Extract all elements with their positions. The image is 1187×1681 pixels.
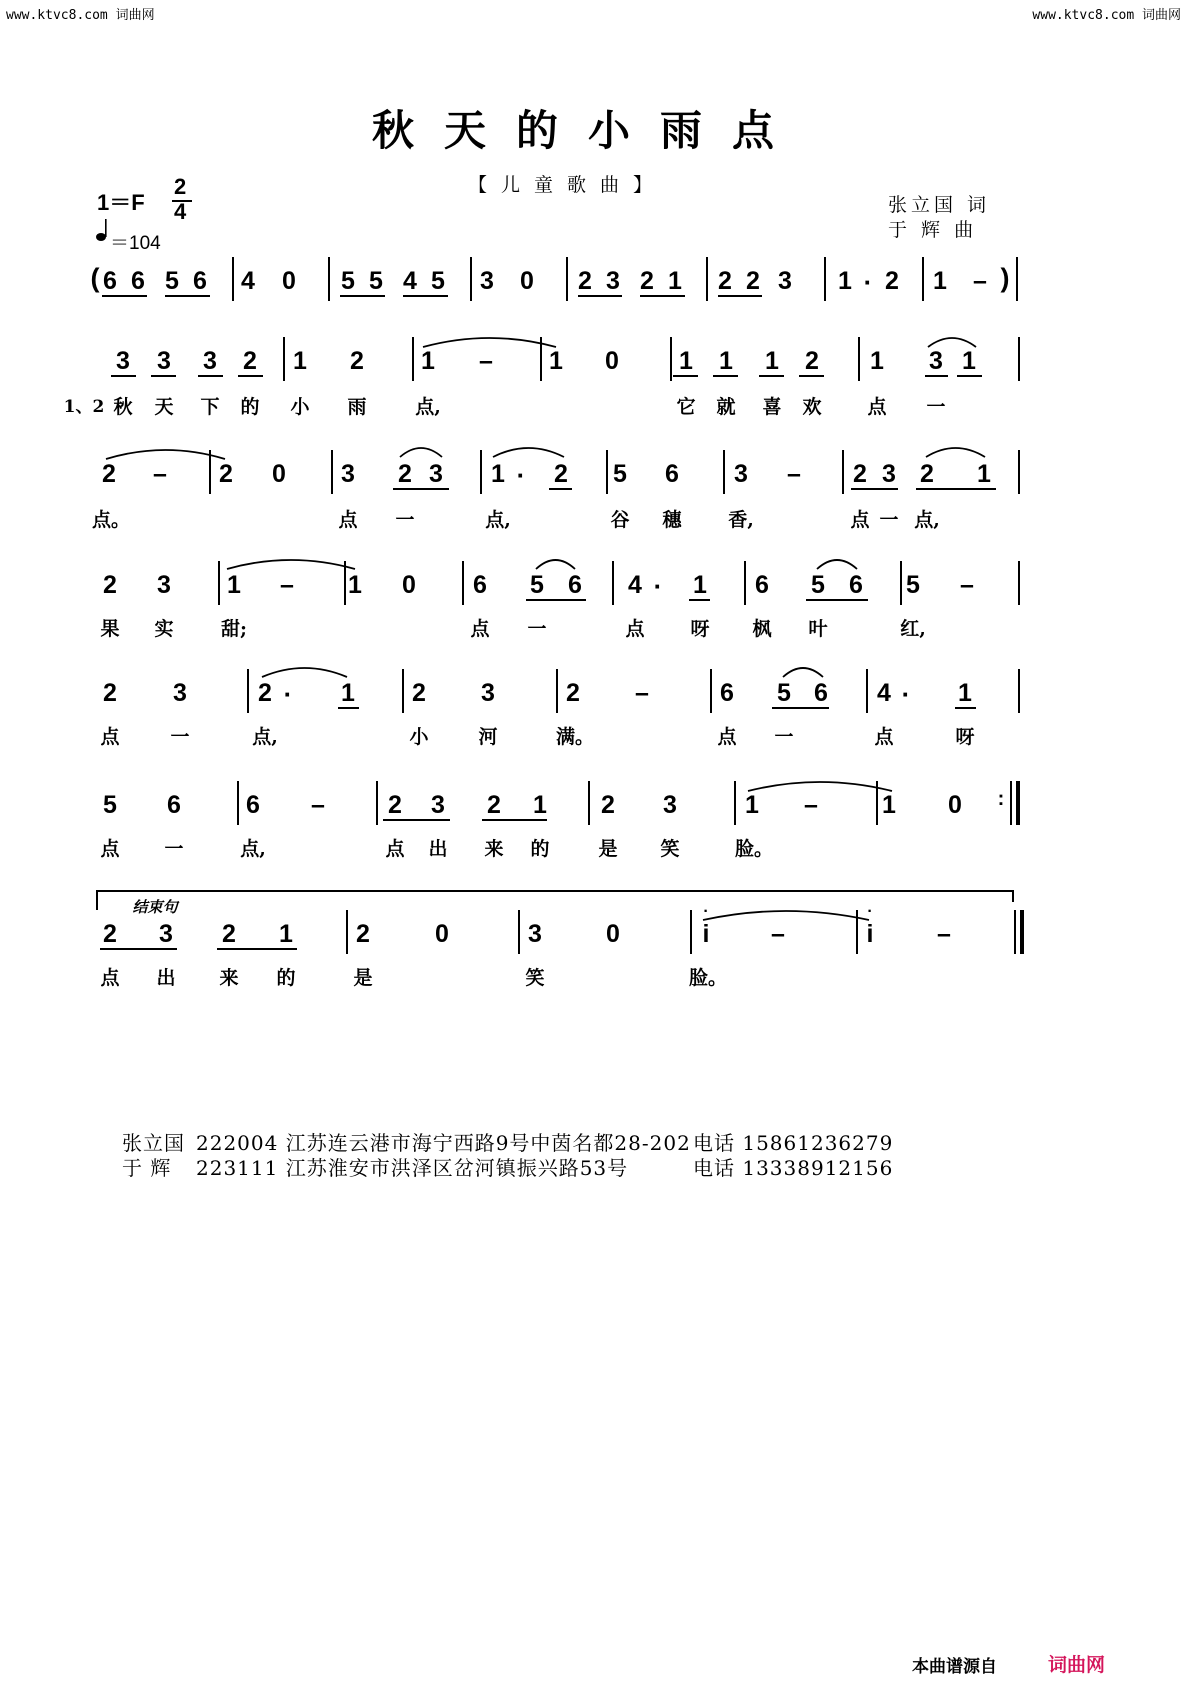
watermark-right: www.ktvc8.com 词曲网 xyxy=(1032,8,1181,23)
beam-underline xyxy=(955,707,976,709)
contact-phone: 电话 13338912156 xyxy=(693,1156,894,1180)
barline xyxy=(706,257,708,301)
lyric-syllable: 出 xyxy=(156,967,176,989)
note: 1 xyxy=(962,347,976,375)
note: 5 xyxy=(431,267,445,295)
beam-underline xyxy=(340,295,385,297)
note: 2 xyxy=(398,460,412,488)
barline xyxy=(470,257,472,301)
lyric-syllable: 出 xyxy=(428,838,448,860)
lyric-syllable: 是 xyxy=(598,838,618,860)
note: 5 xyxy=(777,679,791,707)
lyric-syllable: 秋 xyxy=(113,396,133,418)
note: 1 xyxy=(341,679,355,707)
beam-underline xyxy=(578,295,622,297)
note: 6 xyxy=(720,679,734,707)
lyric-syllable: 天 xyxy=(154,396,174,418)
note: 2 xyxy=(718,267,732,295)
lyric-syllable: 点, xyxy=(252,726,278,748)
augmentation-dot: · xyxy=(653,571,663,601)
beam-underline xyxy=(165,295,210,297)
lyric-syllable: 来 xyxy=(219,967,239,989)
intro-open-paren: ( xyxy=(90,263,100,293)
beam-underline xyxy=(772,707,829,709)
beam-underline xyxy=(799,375,824,377)
lyric-syllable: 果 xyxy=(100,618,120,640)
beam-underline xyxy=(482,819,547,821)
note: 3 xyxy=(116,347,130,375)
note: 6 xyxy=(473,571,487,599)
barline xyxy=(670,337,672,381)
barline xyxy=(858,337,860,381)
lyric-syllable: 点 xyxy=(338,509,358,531)
note: 3 xyxy=(173,679,187,707)
lyric-syllable: 实 xyxy=(154,618,174,640)
lyric-syllable: 点 xyxy=(100,726,120,748)
augmentation-dot: · xyxy=(283,679,293,709)
barline xyxy=(346,910,348,954)
barline xyxy=(723,450,725,494)
tempo-marking: ＝104 xyxy=(110,233,161,254)
note: 5 xyxy=(530,571,544,599)
beam-underline xyxy=(238,375,263,377)
note: 1 xyxy=(549,347,563,375)
slur-tie xyxy=(703,911,869,920)
barline xyxy=(744,561,746,605)
note: 2 xyxy=(920,460,934,488)
slur-tie xyxy=(926,448,985,457)
note: 2 xyxy=(487,791,501,819)
lyric-syllable: 甜; xyxy=(220,618,247,640)
augmentation-dot: · xyxy=(516,460,526,490)
note: – xyxy=(311,791,325,819)
barline xyxy=(218,561,220,605)
barline xyxy=(462,561,464,605)
note: 2 xyxy=(350,347,364,375)
lyric-syllable: 点 xyxy=(850,509,870,531)
beam-underline xyxy=(759,375,784,377)
lyric-syllable: 红, xyxy=(900,618,926,640)
high-octave-dot: · xyxy=(703,903,709,920)
lyric-syllable: 点 xyxy=(874,726,894,748)
note: 2 xyxy=(601,791,615,819)
note: 6 xyxy=(849,571,863,599)
contact-address: 222004 江苏连云港市海宁西路9号中茵名都28-202 xyxy=(196,1131,691,1155)
lyric-syllable: 点 xyxy=(625,618,645,640)
footer-site: 词曲网 xyxy=(1048,1654,1106,1676)
barline xyxy=(612,561,614,605)
note: 2 xyxy=(103,679,117,707)
note: 1 xyxy=(279,920,293,948)
note: 2 xyxy=(566,679,580,707)
note: 1 xyxy=(719,347,733,375)
note: 2 xyxy=(805,347,819,375)
note: 2 xyxy=(412,679,426,707)
note: 6 xyxy=(131,267,145,295)
barline xyxy=(344,561,346,605)
barline xyxy=(710,669,712,713)
lyric-syllable: 河 xyxy=(478,726,498,748)
barline xyxy=(237,781,239,825)
lyric-syllable: 喜 xyxy=(762,396,782,418)
lyric-syllable: 笑 xyxy=(525,967,545,989)
lyric-syllable: 点, xyxy=(914,509,940,531)
note: 5 xyxy=(613,460,627,488)
note: 2 xyxy=(243,347,257,375)
note: – xyxy=(960,571,974,599)
augmentation-dot: · xyxy=(863,267,873,297)
note: 3 xyxy=(341,460,355,488)
beam-underline xyxy=(851,488,898,490)
note: – xyxy=(479,347,493,375)
ending-bracket-line xyxy=(96,890,1014,892)
note: – xyxy=(804,791,818,819)
lyric-syllable: 点, xyxy=(485,509,511,531)
note: 6 xyxy=(665,460,679,488)
beam-underline xyxy=(217,948,297,950)
key-signature: 1＝F xyxy=(97,190,145,215)
note: 4 xyxy=(877,679,891,707)
watermark-left: www.ktvc8.com 词曲网 xyxy=(6,8,155,23)
lyric-syllable: 下 xyxy=(200,396,220,418)
note: 2 xyxy=(356,920,370,948)
lyric-syllable: 雨 xyxy=(347,396,367,418)
note: 2 xyxy=(103,571,117,599)
note: 1 xyxy=(882,791,896,819)
beam-underline xyxy=(806,599,868,601)
lyric-syllable: 笑 xyxy=(660,838,680,860)
slur-tie xyxy=(227,560,355,569)
lyric-syllable: 一 xyxy=(170,726,190,748)
repeat-dots: : xyxy=(997,788,1005,810)
lyric-syllable: 点 xyxy=(470,618,490,640)
beam-underline xyxy=(383,819,450,821)
lyric-syllable: 枫 xyxy=(752,618,772,640)
note: 3 xyxy=(431,791,445,819)
note: 1 xyxy=(679,347,693,375)
contact-phone: 电话 15861236279 xyxy=(693,1131,894,1155)
note: 3 xyxy=(663,791,677,819)
verse-label: 1、2 xyxy=(63,397,105,417)
composer-credit: 于 辉 曲 xyxy=(888,219,978,241)
lyric-syllable: 点 xyxy=(100,838,120,860)
barline xyxy=(900,561,902,605)
lyric-syllable: 谷 xyxy=(610,509,630,531)
barline xyxy=(588,781,590,825)
note: 1 xyxy=(977,460,991,488)
lyric-syllable: 点, xyxy=(240,838,266,860)
barline xyxy=(866,669,868,713)
barline xyxy=(540,337,542,381)
note: 1 xyxy=(348,571,362,599)
lyric-syllable: 脸。 xyxy=(735,838,774,860)
lyric-syllable: 小 xyxy=(290,396,310,418)
note: 2 xyxy=(885,267,899,295)
note: 1 xyxy=(838,267,852,295)
note: 5 xyxy=(369,267,383,295)
note: – xyxy=(153,460,167,488)
footer-source: 本曲谱源自 xyxy=(912,1657,997,1676)
note: 0 xyxy=(402,571,416,599)
barline xyxy=(1018,450,1020,494)
note: 2 xyxy=(554,460,568,488)
note: 0 xyxy=(606,920,620,948)
note: 6 xyxy=(246,791,260,819)
note: 1 xyxy=(693,571,707,599)
lyric-syllable: 的 xyxy=(530,838,550,860)
final-barline-thin xyxy=(1014,910,1016,954)
note: 3 xyxy=(734,460,748,488)
lyric-syllable: 来 xyxy=(484,838,504,860)
note: 6 xyxy=(755,571,769,599)
beam-underline xyxy=(403,295,448,297)
note: 1 xyxy=(765,347,779,375)
note: – xyxy=(937,920,951,948)
beam-underline xyxy=(549,488,572,490)
note: 3 xyxy=(481,679,495,707)
note: – xyxy=(973,267,987,295)
barline xyxy=(922,257,924,301)
beam-underline xyxy=(526,599,586,601)
note: 1 xyxy=(958,679,972,707)
note: 0 xyxy=(520,267,534,295)
note: 0 xyxy=(605,347,619,375)
note: 1 xyxy=(293,347,307,375)
note: 3 xyxy=(157,571,171,599)
barline xyxy=(606,450,608,494)
note: 1 xyxy=(421,347,435,375)
note: 1 xyxy=(745,791,759,819)
slur-tie xyxy=(262,668,347,677)
note: – xyxy=(771,920,785,948)
note: 1 xyxy=(933,267,947,295)
note: 4 xyxy=(628,571,642,599)
song-subtitle: 【儿童歌曲】 xyxy=(468,174,667,196)
note: 3 xyxy=(528,920,542,948)
note: 5 xyxy=(811,571,825,599)
barline xyxy=(1018,337,1020,381)
note: 3 xyxy=(429,460,443,488)
lyric-syllable: 香, xyxy=(728,509,754,531)
slur-tie xyxy=(928,338,976,347)
lyric-syllable: 呀 xyxy=(690,618,710,640)
note: 5 xyxy=(906,571,920,599)
barline xyxy=(556,669,558,713)
note: – xyxy=(280,571,294,599)
beam-underline xyxy=(673,375,698,377)
lyric-syllable: 小 xyxy=(409,726,429,748)
beam-underline xyxy=(102,295,147,297)
lyric-syllable: 一 xyxy=(926,396,946,418)
lyric-syllable: 一 xyxy=(527,618,547,640)
note: 3 xyxy=(157,347,171,375)
note: i xyxy=(702,920,710,948)
ending-bracket-right xyxy=(1012,890,1014,902)
beam-underline xyxy=(111,375,136,377)
barline xyxy=(209,450,211,494)
high-octave-dot: · xyxy=(867,903,873,920)
lyric-syllable: 点。 xyxy=(92,509,131,531)
lyric-syllable: 叶 xyxy=(808,618,828,640)
quarter-note-icon xyxy=(96,218,110,246)
beam-underline xyxy=(338,707,359,709)
beam-underline xyxy=(957,375,982,377)
note: 4 xyxy=(241,267,255,295)
beam-underline xyxy=(689,599,710,601)
lyric-syllable: 满。 xyxy=(556,726,595,748)
barline xyxy=(232,257,234,301)
beam-underline xyxy=(718,295,762,297)
note: 2 xyxy=(258,679,272,707)
lyric-syllable: 它 xyxy=(676,396,696,418)
lyric-syllable: 是 xyxy=(353,967,373,989)
lyric-syllable: 的 xyxy=(276,967,296,989)
lyric-syllable: 点 xyxy=(717,726,737,748)
beam-underline xyxy=(151,375,176,377)
beam-underline xyxy=(713,375,738,377)
contact-address: 223111 江苏淮安市洪泽区岔河镇振兴路53号 xyxy=(196,1156,629,1180)
barline xyxy=(518,910,520,954)
beam-underline xyxy=(100,948,177,950)
note: 2 xyxy=(640,267,654,295)
note: 6 xyxy=(814,679,828,707)
note: 4 xyxy=(403,267,417,295)
lyric-syllable: 一 xyxy=(774,726,794,748)
note: 3 xyxy=(480,267,494,295)
note: 3 xyxy=(929,347,943,375)
slur-tie xyxy=(106,450,225,459)
ending-bracket-left xyxy=(96,890,98,910)
note: 2 xyxy=(853,460,867,488)
barline xyxy=(1018,669,1020,713)
lyric-syllable: 点 xyxy=(385,838,405,860)
note: 2 xyxy=(102,460,116,488)
lyric-syllable: 一 xyxy=(879,509,899,531)
note: 6 xyxy=(568,571,582,599)
lyricist-credit: 张立国 词 xyxy=(888,194,991,216)
note: 5 xyxy=(341,267,355,295)
note: 1 xyxy=(533,791,547,819)
lyric-syllable: 一 xyxy=(164,838,184,860)
note: 3 xyxy=(203,347,217,375)
lyric-syllable: 欢 xyxy=(802,396,822,418)
ending-label: 结束句 xyxy=(132,899,178,916)
lyric-syllable: 脸。 xyxy=(689,967,728,989)
contact-name: 张立国 xyxy=(122,1131,185,1155)
barline xyxy=(1018,561,1020,605)
note: 5 xyxy=(165,267,179,295)
barline xyxy=(824,257,826,301)
lyric-syllable: 一 xyxy=(395,509,415,531)
barline xyxy=(480,450,482,494)
lyric-syllable: 呀 xyxy=(955,726,975,748)
note: 2 xyxy=(222,920,236,948)
note: 2 xyxy=(103,920,117,948)
barline xyxy=(402,669,404,713)
note: 6 xyxy=(103,267,117,295)
time-signature-numerator: 2 xyxy=(174,174,187,199)
slur-tie xyxy=(400,448,442,457)
note: – xyxy=(787,460,801,488)
beam-underline xyxy=(640,295,685,297)
lyric-syllable: 穗 xyxy=(662,509,682,531)
slur-tie xyxy=(423,338,556,347)
final-barline-thick xyxy=(1020,910,1024,954)
barline xyxy=(412,337,414,381)
barline xyxy=(566,257,568,301)
note: 1 xyxy=(227,571,241,599)
note: 5 xyxy=(103,791,117,819)
barline xyxy=(331,450,333,494)
barline xyxy=(328,257,330,301)
barline xyxy=(376,781,378,825)
intro-close-paren: ) xyxy=(1000,263,1010,293)
beam-underline xyxy=(198,375,223,377)
slur-tie xyxy=(817,560,857,569)
beam-underline xyxy=(393,488,449,490)
note: i xyxy=(866,920,874,948)
lyric-syllable: 点, xyxy=(415,396,441,418)
lyric-syllable: 点 xyxy=(100,967,120,989)
note: 3 xyxy=(606,267,620,295)
note: 1 xyxy=(668,267,682,295)
barline xyxy=(842,450,844,494)
note: 6 xyxy=(193,267,207,295)
slur-tie xyxy=(493,448,564,457)
slur-tie xyxy=(783,668,823,677)
slur-tie xyxy=(536,560,575,569)
note: 0 xyxy=(272,460,286,488)
note: 3 xyxy=(882,460,896,488)
slur-tie xyxy=(748,782,892,791)
note: 1 xyxy=(491,460,505,488)
note: 1 xyxy=(870,347,884,375)
time-signature-denominator: 4 xyxy=(174,199,187,224)
note: 2 xyxy=(746,267,760,295)
repeat-barline xyxy=(1016,781,1020,825)
lyric-syllable: 就 xyxy=(716,396,736,418)
lyric-syllable: 点 xyxy=(867,396,887,418)
note: 0 xyxy=(435,920,449,948)
note: 6 xyxy=(167,791,181,819)
song-title: 秋天的小雨点 xyxy=(372,106,805,155)
note: 0 xyxy=(282,267,296,295)
note: 2 xyxy=(219,460,233,488)
barline xyxy=(734,781,736,825)
note: 3 xyxy=(159,920,173,948)
note: 2 xyxy=(578,267,592,295)
beam-underline xyxy=(916,488,996,490)
barline xyxy=(876,781,878,825)
augmentation-dot: · xyxy=(901,679,911,709)
contact-name: 于 辉 xyxy=(122,1156,172,1180)
note: – xyxy=(635,679,649,707)
beam-underline xyxy=(925,375,948,377)
note: 2 xyxy=(388,791,402,819)
barline xyxy=(247,669,249,713)
barline xyxy=(283,337,285,381)
note: 3 xyxy=(778,267,792,295)
note: 0 xyxy=(948,791,962,819)
lyric-syllable: 的 xyxy=(240,396,260,418)
